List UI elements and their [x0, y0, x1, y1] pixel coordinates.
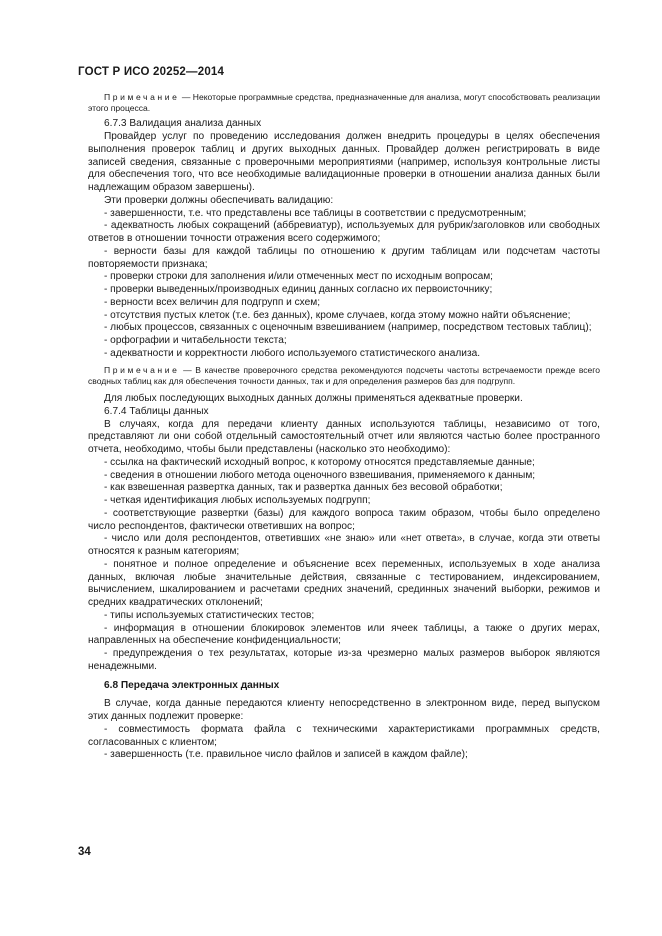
list-item: - орфографии и читабельности текста; — [104, 335, 287, 347]
list-item: - как взвешенная развертка данных, так и развертка данных без весовой обработки; — [104, 482, 503, 494]
after-note-paragraph: Для любых последующих выходных данных должны применяться адекватные проверки. — [104, 393, 523, 405]
list-item: - число или доля респондентов, ответивших «не знаю» или «нет ответа», в случае, когда эти ответы относятся к разным категориям; — [88, 533, 600, 558]
section-674-intro: В случаях, когда для передачи клиенту данных используются таблицы, независимо от того, представляют ли они собой отдельный самостоятельный отчет или являются частью более пространного отчета, необходимо, чтобы были представлены (насколько это необходимо): — [88, 418, 600, 456]
section-68-intro: В случае, когда данные передаются клиенту непосредственно в электронном виде, перед выпуском этих данных подлежит проверке: — [88, 698, 600, 723]
note-text: — В качестве проверочного средства рекомендуются подсчеты частоты встречаемости прежде всего сводных таблиц как для обеспечения точности данных, так и для определения размеров баз для подгрупп. — [88, 364, 600, 386]
note-label: Примечание — [104, 92, 180, 102]
list-item: - соответствующие развертки (базы) для каждого вопроса таким образом, чтобы было определено число респондентов, фактически ответивших на вопрос; — [88, 507, 600, 532]
list-item: - типы используемых статистических тестов; — [104, 609, 315, 621]
page-number: 34 — [78, 846, 91, 858]
list-item: - верности базы для каждой таблицы по отношению к другим таблицам или подсчетам частоты повторяемости признака; — [88, 245, 600, 270]
note-1 — [88, 92, 600, 114]
list-item: - сведения в отношении любого метода оценочного взвешивания, применяемого к данным; — [104, 469, 536, 481]
list-item: - предупреждения о тех результатах, которые из-за чрезмерно малых размеров выборок являются ненадежными. — [88, 648, 600, 672]
list-item: - четкая идентификация любых используемых подгрупп; — [104, 495, 371, 507]
note-label: Примечание — [104, 364, 180, 375]
list-item: - совместимость формата файла с техническими характеристиками программных средств, согласованных с клиентом; — [88, 723, 600, 748]
note-2 — [88, 365, 600, 387]
list-item: - понятное и полное определение и объяснение всех переменных, используемых в ходе анализа данных, включая любые значительные действия, связанные с тестированием, индексированием, вычислением, шкалированием и расчетами средних значений, срединных значений выборки, режимов и средних квадратических отклонений; — [88, 558, 600, 609]
section-673-title: 6.7.3 Валидация анализа данных — [104, 118, 262, 130]
list-item: - адекватности и корректности любого используемого статистического анализа. — [104, 347, 481, 359]
section-674-title: 6.7.4 Таблицы данных — [104, 405, 209, 417]
section-673-lead: Эти проверки должны обеспечивать валидацию: — [104, 194, 334, 206]
list-item: - информация в отношении блокировок элементов или ячеек таблицы, а также о других мерах, направленных на обеспечение конфиденциальности; — [88, 622, 600, 647]
list-item: - завершенности, т.е. что представлены все таблицы в соответствии с предусмотренным; — [104, 207, 527, 219]
list-item: - проверки выведенных/производных единиц данных согласно их первоисточнику; — [104, 284, 493, 296]
list-item: - отсутствия пустых клеток (т.е. без данных), кроме случаев, когда этому можно найти объяснение; — [104, 309, 571, 321]
list-item: - завершенность (т.е. правильное число файлов и записей в каждом файле); — [104, 749, 468, 761]
section-673-intro: Провайдер услуг по проведению исследования должен внедрить процедуры в целях обеспечения выполнения проверок таблиц и других выходных данных. Провайдер должен регистрировать в виде записей сведения, связанные с проверочными мероприятиями (например, используя контрольные листы для обеспечения того, что все необходимые валидационные проверки в отношении анализа данных были надлежащим образом завершены). — [88, 131, 600, 194]
list-item: - проверки строки для заполнения и/или отмеченных мест по исходным вопросам; — [104, 271, 493, 283]
list-item: - ссылка на фактический исходный вопрос, к которому относятся представляемые данные; — [104, 456, 535, 468]
list-item: - верности всех величин для подгрупп и схем; — [104, 296, 321, 308]
note-text: — Некоторые программные средства, предназначенные для анализа, могут способствовать реализации этого процесса. — [88, 92, 600, 114]
list-item: - адекватность любых сокращений (аббревиатур), используемых для рубрик/заголовков или свободных ответов в отношении точности отражения всего содержимого; — [88, 220, 600, 245]
section-68-title: 6.8 Передача электронных данных — [104, 679, 280, 691]
document-header: ГОСТ Р ИСО 20252—2014 — [78, 66, 225, 78]
page-content — [88, 92, 600, 762]
list-item: - любых процессов, связанных с оценочным взвешиванием (например, посредством тестовых таблиц); — [104, 322, 592, 334]
